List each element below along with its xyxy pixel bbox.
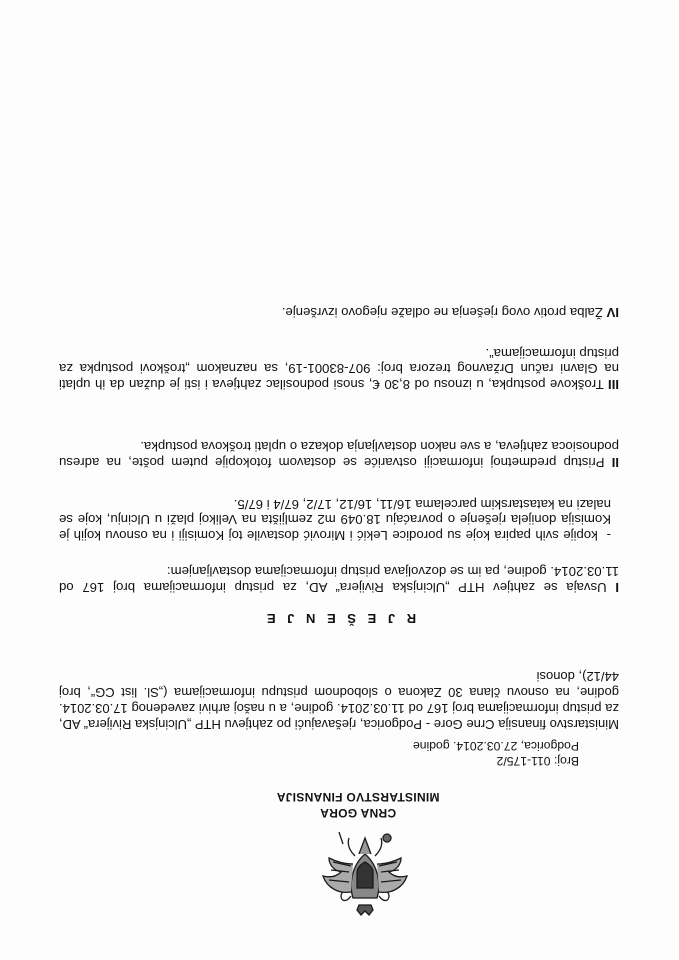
bullet-text: kopije svih papira koje su porodice Lekić i Mirović dostavile toj Komisiji i na osnovu kojih je Komisija donijela rješenje o povraćaju 18.049 m2 zemljišta na Velikoj plaži u Ulcinju, koje se nalazi na katastarskim parcelama 16/11, 16/12, 17/2, 67/4 i 67/5. (59, 496, 611, 543)
decision-item-1-bullet (59, 496, 611, 543)
decision-item-3 (59, 345, 619, 392)
item-2-numeral: II (611, 455, 619, 470)
ministry-header: MINISTARSTVO FINANSIJA (276, 790, 440, 804)
decision-item-1 (59, 564, 619, 595)
decision-item-2 (59, 439, 619, 470)
item-4-numeral: IV (606, 305, 619, 320)
decision-item-4 (59, 304, 619, 320)
item-3-text: Troškove postupka, u iznosu od 8,30 €, snosi podnosilac zahtjeva i isti je dužan da ih uplati na Glavni račun Državnog trezora broj: 907-83001-19, sa naznakom „troškovi postupka za pristup informacijama“. (59, 345, 619, 392)
document-date: Podgorica, 27.03.2014. godine (412, 739, 579, 753)
coat-of-arms-icon (319, 830, 411, 916)
decision-heading: R J E Š E N J E (262, 611, 417, 626)
document-number: Broj: 011-175/2 (496, 754, 579, 768)
item-1-numeral: I (615, 580, 619, 595)
intro-paragraph: Ministarstvo finansija Crne Gore - Podgorica, rješavajući po zahtjevu HTP „Ulcinjska Rivijera“ AD, za pristup informacijama broj 167 od 11.03.2014. godine, a u našoj arhivi zavedenog 17.03.2014. godine, na osnovu člana 30 Zakona o slobodnom pristupu informacijama („Sl. list CG“, broj 44/12), donosi (59, 669, 619, 732)
bullet-marker: - (606, 528, 611, 543)
item-2-text: Pristup predmetnoj informaciji ostvariće se dostavom fotokopije putem pošte, na adresu podnosioca zahtjeva, a sve nakon dostavljanja dokaza o uplati troškova postupka. (58, 439, 619, 470)
item-3-numeral: III (608, 377, 619, 392)
country-header: CRNA GORA (319, 806, 397, 820)
item-1-text: Usvaja se zahtjev HTP „Ulcinjska Rivijera“ AD, za pristup informacijama broj 167 od 11.03.2014. godine, pa im se dozvoljava pristup informacijama dostavljanjem: (59, 564, 619, 595)
item-4-text: Žalba protiv ovog rješenja ne odlaže njegovo izvršenje. (281, 305, 603, 320)
